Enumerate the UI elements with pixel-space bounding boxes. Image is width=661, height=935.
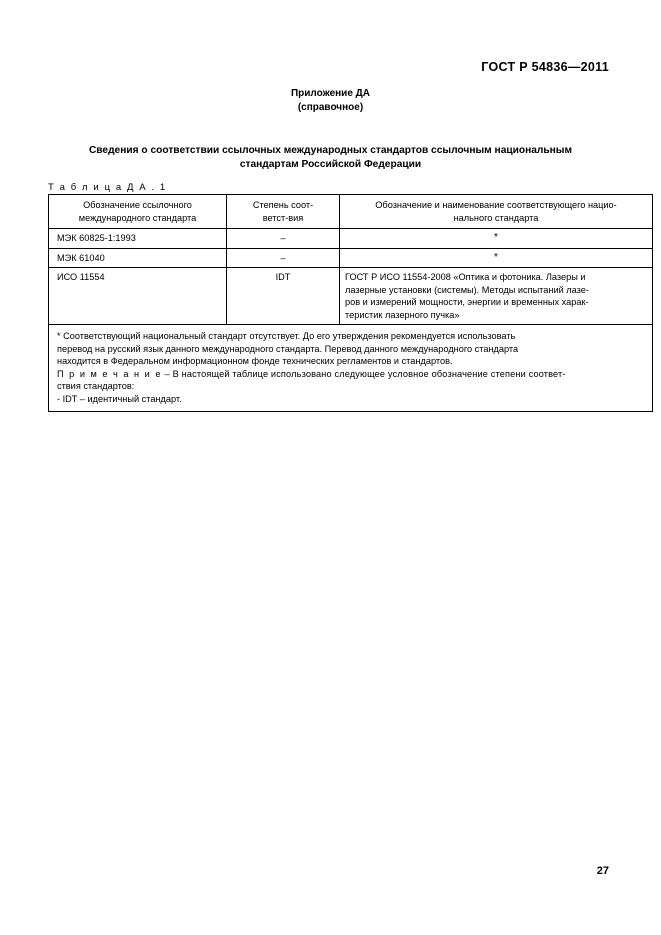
correspondence-table	[48, 194, 653, 412]
table-row	[49, 248, 653, 268]
footnote-note-text: – В настоящей таблице использовано следующее условное обозначение степени соответ-	[161, 368, 566, 379]
row-2-standard: МЭК 61040	[49, 248, 227, 268]
table-header-degree-line-2: ветст-вия	[262, 212, 304, 223]
row-1-standard: МЭК 60825-1:1993	[49, 229, 227, 249]
row-1-degree: –	[227, 229, 340, 249]
standard-number: ГОСТ Р 54836—2011	[481, 60, 609, 74]
table-header-degree-line-1: Степень соот-	[252, 200, 314, 210]
table-footnote	[49, 325, 653, 412]
row-3-national-line-3: ров и измерений мощности, энергии и временных харак-	[345, 297, 589, 307]
footnote-note-line-3: - IDT – идентичный стандарт.	[57, 393, 182, 404]
row-3-national	[340, 268, 653, 325]
footnote-note-line-2: ствия стандартов:	[57, 381, 135, 391]
row-3-degree: IDT	[227, 268, 340, 325]
table-header-national	[340, 195, 653, 229]
footnote-line-1: * Соответствующий национальный стандарт отсутствует. До его утверждения рекомендуется использовать	[57, 331, 516, 341]
page-number: 27	[596, 865, 609, 877]
appendix-subtitle: (справочное)	[297, 102, 364, 113]
table-header-row	[49, 195, 653, 229]
table-header-standard	[49, 195, 227, 229]
row-2-national: *	[340, 248, 653, 268]
row-3-national-line-2: лазерные установки (системы). Методы испытаний лазе-	[345, 284, 589, 295]
footnote-note-label: П р и м е ч а н и е	[57, 368, 162, 379]
table-header-national-line-2: нального стандарта	[453, 212, 539, 223]
footnote-note-line-1	[57, 368, 644, 381]
page-title-line-2: стандартам Российской Федерации	[239, 159, 422, 170]
table-row	[49, 229, 653, 249]
appendix-title: Приложение ДА	[290, 88, 371, 99]
footnote-line-3: находится в Федеральном информационном фонде технических регламентов и стандартов.	[57, 356, 453, 366]
row-1-national: *	[340, 229, 653, 249]
table-header-standard-line-1: Обозначение ссылочного	[83, 200, 192, 210]
row-3-national-line-1: ГОСТ Р ИСО 11554-2008 «Оптика и фотоника. Лазеры и	[345, 272, 586, 282]
page-title	[48, 144, 613, 172]
table-caption: Т а б л и ц а Д А . 1	[48, 182, 167, 193]
table-header-national-line-1: Обозначение и наименование соответствующего нацио-	[375, 200, 617, 210]
table-header-degree	[227, 195, 340, 229]
row-3-standard: ИСО 11554	[49, 268, 227, 325]
footnote-line-2: перевод на русский язык данного международного стандарта. Перевод данного международного стандарта	[57, 343, 519, 354]
table-row	[49, 268, 653, 325]
table-footnote-row	[49, 325, 653, 412]
row-3-national-line-4: теристик лазерного пучка»	[345, 309, 460, 320]
table-header-standard-line-2: международного стандарта	[78, 212, 197, 223]
page-title-line-1: Сведения о соответствии ссылочных международных стандартов ссылочным национальным	[88, 145, 573, 156]
row-2-degree: –	[227, 248, 340, 268]
